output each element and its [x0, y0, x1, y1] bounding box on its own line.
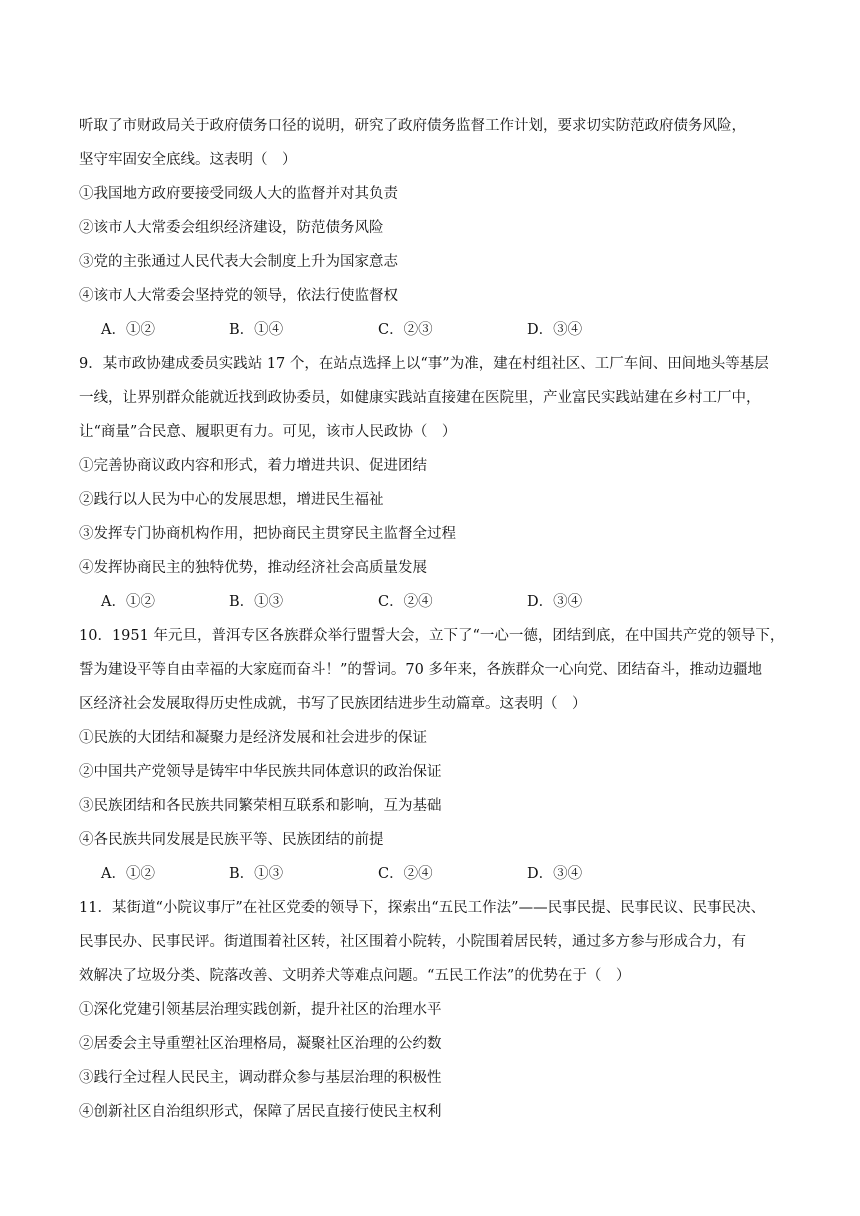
question-10 [79, 619, 784, 891]
answer-options [79, 585, 784, 619]
statement-item: ④该市人大常委会坚持党的领导，依法行使监督权 [79, 288, 398, 304]
option-b: B．①③ [229, 866, 284, 882]
option-a: A．①② [101, 322, 155, 338]
question-stem-line: 让“商量”合民意、履职更有力。可见，该市人民政协（ ） [79, 424, 457, 440]
answer-options [79, 857, 784, 891]
option-b: B．①④ [229, 322, 284, 338]
option-a: A．①② [101, 594, 155, 610]
question-stem-line: 10．1951 年元旦，普洱专区各族群众举行盟誓大会，立下了“一心一德，团结到底，在中国共产党的领导下， [79, 628, 785, 644]
question-11 [79, 891, 784, 1129]
question-stem-line: 听取了市财政局关于政府债务口径的说明，研究了政府债务监督工作计划，要求切实防范政府债务风险， [79, 118, 746, 134]
statement-item: ②该市人大常委会组织经济建设，防范债务风险 [79, 220, 384, 236]
question-stem-line: 区经济社会发展取得历史性成就，书写了民族团结进步生动篇章。这表明（ ） [79, 696, 587, 712]
statement-item: ②中国共产党领导是铸牢中华民族共同体意识的政治保证 [79, 764, 442, 780]
statement-item: ④创新社区自治组织形式，保障了居民直接行使民主权利 [79, 1104, 442, 1120]
question-stem-line: 11．某街道“小院议事厅”在社区党委的领导下，探索出“五民工作法”——民事民提、民事民议、民事民决、 [79, 900, 766, 916]
option-c: C．②④ [378, 594, 433, 610]
statement-item: ②践行以人民为中心的发展思想，增进民生福祉 [79, 492, 384, 508]
question-9 [79, 347, 784, 619]
answer-options [79, 313, 784, 347]
option-a: A．①② [101, 866, 155, 882]
question-stem-line: 民事民办、民事民评。街道围着社区转，社区围着小院转，小院围着居民转，通过多方参与形成合力，有 [79, 934, 746, 950]
option-d: D．③④ [527, 866, 583, 882]
option-b: B．①③ [229, 594, 284, 610]
option-d: D．③④ [527, 322, 583, 338]
statement-item: ③党的主张通过人民代表大会制度上升为国家意志 [79, 254, 398, 270]
exam-content [79, 109, 784, 1129]
question-stem-line: 9．某市政协建成委员实践站 17 个，在站点选择上以“事”为准，建在村组社区、工厂车间、田间地头等基层 [79, 356, 769, 372]
question-stem-line: 一线，让界别群众能就近找到政协委员，如健康实践站直接建在医院里，产业富民实践站建在乡村工厂中， [79, 390, 761, 406]
statement-item: ④发挥协商民主的独特优势，推动经济社会高质量发展 [79, 560, 427, 576]
statement-item: ③践行全过程人民民主，调动群众参与基层治理的积极性 [79, 1070, 442, 1086]
option-d: D．③④ [527, 594, 583, 610]
question-stem-line: 效解决了垃圾分类、院落改善、文明养犬等难点问题。“五民工作法”的优势在于（ ） [79, 968, 631, 984]
statement-item: ④各民族共同发展是民族平等、民族团结的前提 [79, 832, 384, 848]
statement-item: ③民族团结和各民族共同繁荣相互联系和影响，互为基础 [79, 798, 442, 814]
statement-item: ②居委会主导重塑社区治理格局，凝聚社区治理的公约数 [79, 1036, 442, 1052]
question-stem-line: 坚守牢固安全底线。这表明（ ） [79, 152, 297, 168]
question-8 [79, 109, 784, 347]
statement-item: ①深化党建引领基层治理实践创新，提升社区的治理水平 [79, 1002, 442, 1018]
option-c: C．②④ [378, 866, 433, 882]
statement-item: ①完善协商议政内容和形式，着力增进共识、促进团结 [79, 458, 427, 474]
option-c: C．②③ [378, 322, 433, 338]
statement-item: ①民族的大团结和凝聚力是经济发展和社会进步的保证 [79, 730, 427, 746]
statement-item: ③发挥专门协商机构作用，把协商民主贯穿民主监督全过程 [79, 526, 456, 542]
statement-item: ①我国地方政府要接受同级人大的监督并对其负责 [79, 186, 398, 202]
question-stem-line: 誓为建设平等自由幸福的大家庭而奋斗！”的誓词。70 多年来，各族群众一心向党、团结奋斗，推动边疆地 [79, 662, 762, 678]
